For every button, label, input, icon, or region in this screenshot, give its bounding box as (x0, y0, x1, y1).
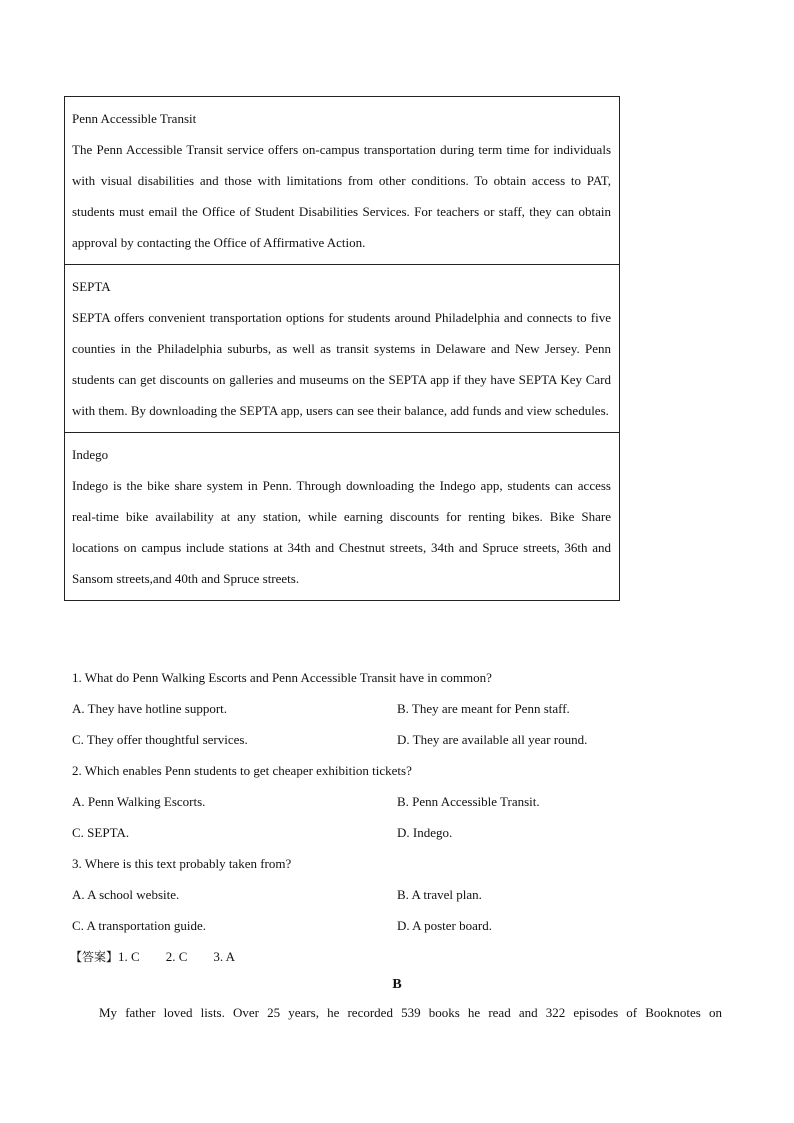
table-row (65, 433, 619, 600)
question-1-stem: 1. What do Penn Walking Escorts and Penn Accessible Transit have in common? (72, 670, 492, 685)
question-3-option-b: B. A travel plan. (397, 887, 482, 902)
question-3-option-a: A. A school website. (72, 887, 180, 902)
answer-tag: 【答案】 (70, 950, 119, 964)
question-3-options-row-1 (72, 879, 732, 910)
question-3-option-c: C. A transportation guide. (72, 918, 206, 933)
question-2-option-a: A. Penn Walking Escorts. (72, 794, 206, 809)
transit-info-table (64, 96, 620, 601)
section-heading: B (392, 977, 402, 992)
table-row (65, 97, 619, 265)
answer-item: 3. A (213, 949, 236, 964)
question-1-options-row-2 (72, 724, 732, 755)
answer-key (70, 941, 732, 972)
question-2-options-row-1 (72, 786, 732, 817)
question-1-option-a: A. They have hotline support. (72, 701, 228, 716)
question-3-stem: 3. Where is this text probably taken from? (72, 856, 292, 871)
question-list (72, 662, 732, 972)
question-1-options-row-1 (72, 693, 732, 724)
row-title-indego: Indego (72, 447, 109, 462)
question-2-option-b: B. Penn Accessible Transit. (397, 794, 540, 809)
answer-item: 2. C (165, 949, 188, 964)
question-2-stem: 2. Which enables Penn students to get cheaper exhibition tickets? (72, 763, 412, 778)
question-1-option-d: D. They are available all year round. (397, 732, 588, 747)
question-1-option-b: B. They are meant for Penn staff. (397, 701, 570, 716)
answer-item: 1. C (118, 949, 140, 964)
question-1-option-c: C. They offer thoughtful services. (72, 732, 248, 747)
question-2-option-c: C. SEPTA. (72, 825, 130, 840)
row-body-pat: The Penn Accessible Transit service offers on-campus transportation during term time for individuals with visual disabilities and those with limitations from other conditions. To obtain access to PAT, students must email the Office of Student Disabilities Services. For teachers or staff, they can obtain approval by contacting the Office of Affirmative Action. (72, 142, 611, 250)
row-body-septa: SEPTA offers convenient transportation options for students around Philadelphia and connects to five counties in the Philadelphia suburbs, as well as transit systems in Delaware and New Jersey. Penn students can get discounts on galleries and museums on the SEPTA app if they have SEPTA Key Card with them. By downloading the SEPTA app, users can see their balance, add funds and view schedules. (72, 310, 611, 418)
question-2-option-d: D. Indego. (397, 825, 453, 840)
row-title-pat: Penn Accessible Transit (72, 111, 197, 126)
table-row (65, 265, 619, 433)
question-2-options-row-2 (72, 817, 732, 848)
passage-first-line: My father loved lists. Over 25 years, he recorded 539 books he read and 322 episodes of Booknotes on (99, 1005, 722, 1020)
question-3-options-row-2 (72, 910, 732, 941)
question-3-option-d: D. A poster board. (397, 918, 492, 933)
row-body-indego: Indego is the bike share system in Penn. Through downloading the Indego app, students can access real-time bike availability at any station, while earning discounts for renting bikes. Bike Share locations on campus include stations at 34th and Chestnut streets, 34th and Spruce streets, 36th and Sansom streets,and 40th and Spruce streets. (72, 478, 611, 586)
row-title-septa: SEPTA (72, 279, 111, 294)
